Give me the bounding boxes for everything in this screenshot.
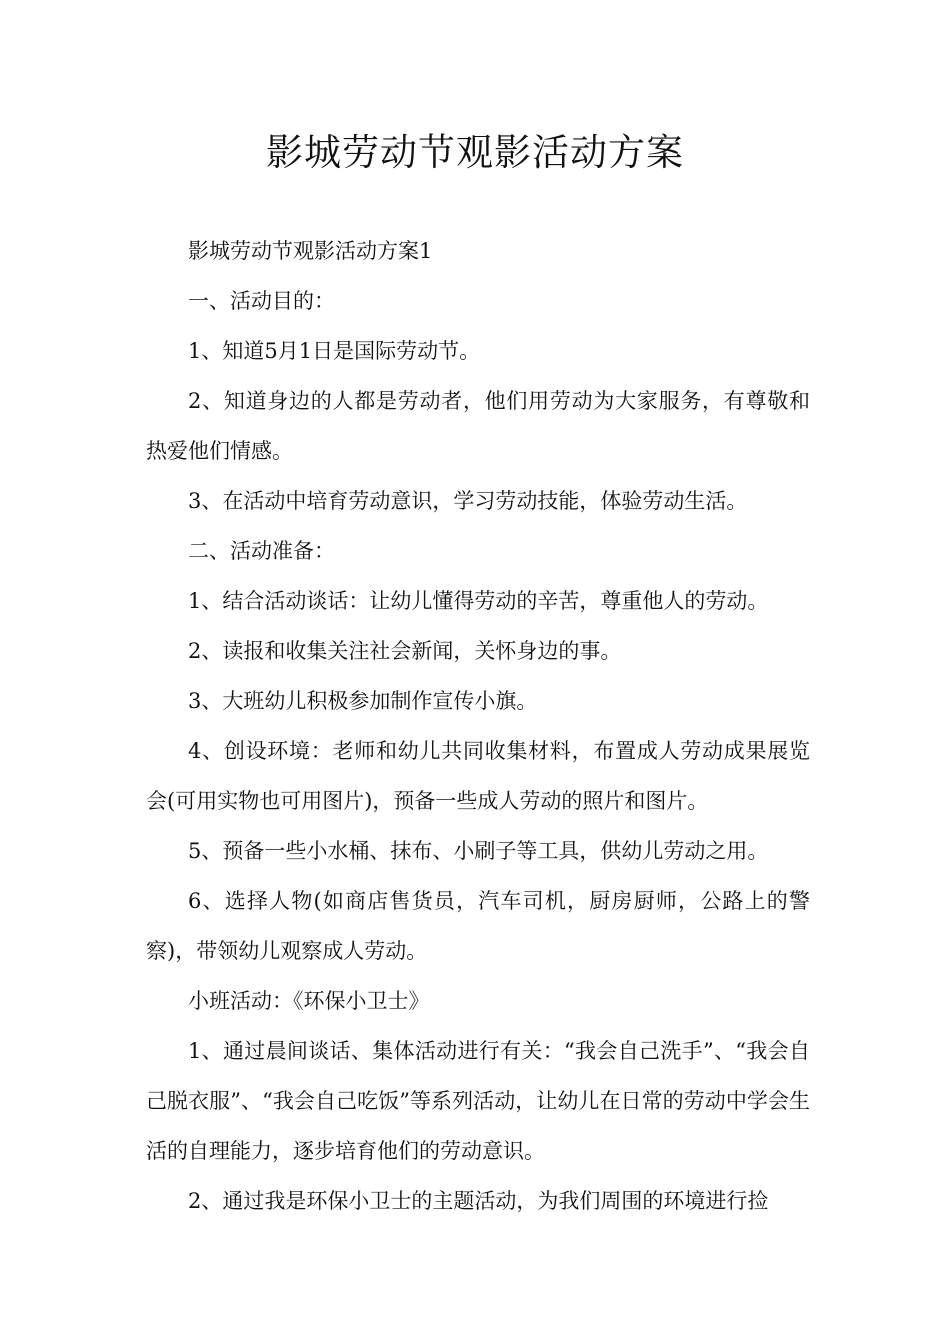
prep-item-5: 5、预备一些小水桶、抹布、小刷子等工具，供幼儿劳动之用。	[188, 839, 769, 863]
prep-item-1: 1、结合活动谈话：让幼儿懂得劳动的辛苦，尊重他人的劳动。	[188, 589, 769, 613]
small-class-item-2: 2、通过我是环保小卫士的主题活动，为我们周围的环境进行捡	[188, 1189, 769, 1213]
goal-item-2: 2、知道身边的人都是劳动者，他们用劳动为大家服务，有尊敬和热爱他们情感。	[146, 389, 810, 463]
goal-item-3: 3、在活动中培育劳动意识，学习劳动技能，体验劳动生活。	[188, 489, 748, 513]
document-body	[146, 226, 810, 1226]
section-heading-goals: 一、活动目的：	[188, 289, 335, 313]
prep-item-3: 3、大班幼儿积极参加制作宣传小旗。	[188, 689, 538, 713]
small-class-item-1: 1、通过晨间谈话、集体活动进行有关：“我会自己洗手”、“我会自己脱衣服”、“我会自己吃饭”等系列活动，让幼儿在日常的劳动中学会生活的自理能力，逐步培育他们的劳动意识。	[146, 1039, 810, 1163]
subsection-heading-small-class: 小班活动：《环保小卫士》	[188, 989, 430, 1013]
prep-item-6: 6、选择人物(如商店售货员，汽车司机，厨房厨师，公路上的警察)，带领幼儿观察成人劳动。	[146, 889, 810, 963]
document-title: 影城劳动节观影活动方案	[266, 131, 684, 174]
goal-item-1: 1、知道5月1日是国际劳动节。	[188, 339, 481, 363]
prep-item-2: 2、读报和收集关注社会新闻，关怀身边的事。	[188, 639, 622, 663]
prep-item-4: 4、创设环境：老师和幼儿共同收集材料，布置成人劳动成果展览会(可用实物也可用图片)，预备一些成人劳动的照片和图片。	[146, 739, 810, 813]
paragraph-heading-1: 影城劳动节观影活动方案1	[188, 239, 433, 263]
section-heading-preparation: 二、活动准备：	[188, 539, 335, 563]
